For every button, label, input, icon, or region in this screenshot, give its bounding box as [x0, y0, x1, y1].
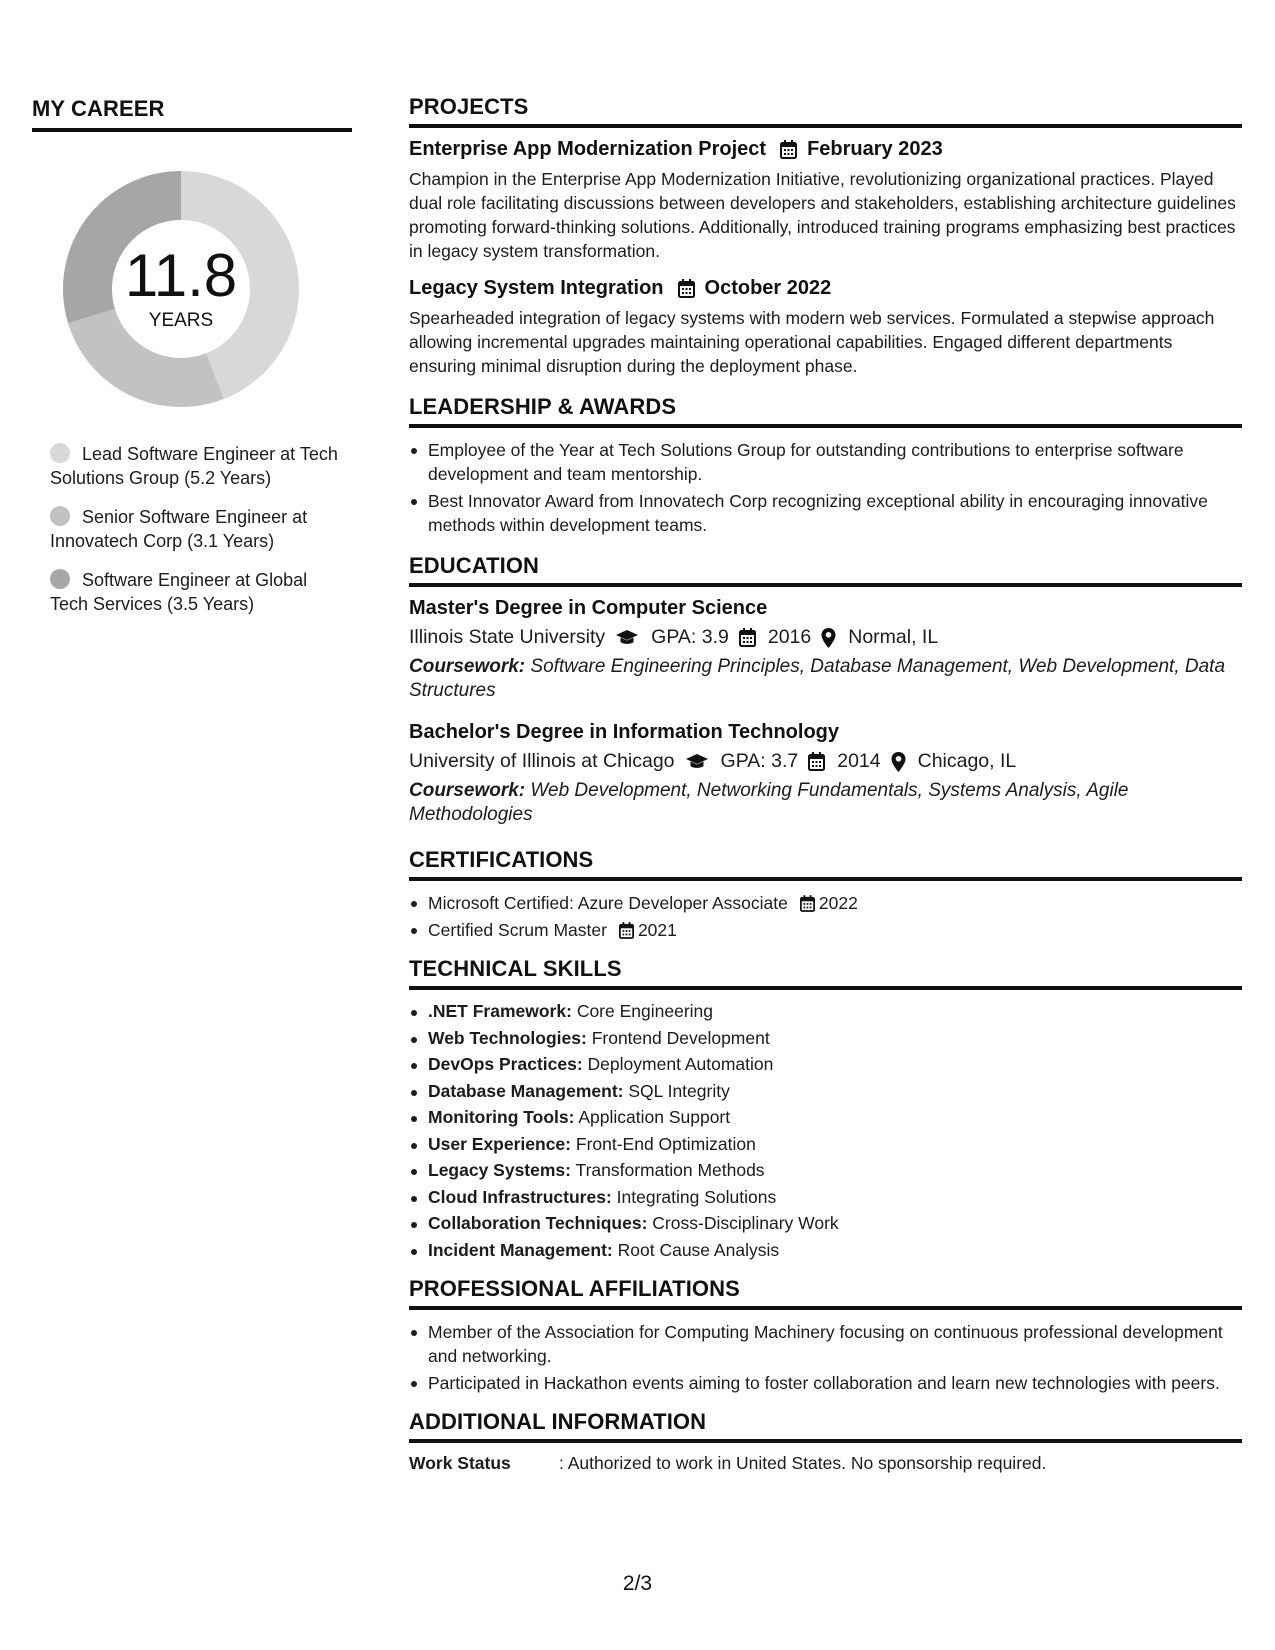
coursework-text: Software Engineering Principles, Database Management, Web Development, Data Structures	[409, 656, 1226, 701]
education-school: University of Illinois at Chicago	[409, 750, 675, 772]
leadership-list	[409, 438, 1242, 537]
calendar-icon	[808, 752, 825, 771]
additional-info-heading: ADDITIONAL INFORMATION	[409, 1409, 1242, 1443]
education-degree: Master's Degree in Computer Science	[409, 597, 768, 619]
skills-list	[409, 1000, 1242, 1262]
list-item: Participated in Hackathon events aiming to foster collaboration and learn new technologies with peers.	[409, 1371, 1242, 1395]
coursework-text: Web Development, Networking Fundamentals, Systems Analysis, Agile Methodologies	[409, 780, 1129, 825]
skill-name: User Experience:	[428, 1133, 571, 1154]
education-year: 2014	[837, 750, 881, 772]
career-sidebar	[32, 96, 352, 631]
legend-item	[50, 442, 340, 490]
skill-desc: Root Cause Analysis	[617, 1239, 780, 1260]
legend-dot	[50, 506, 70, 526]
career-legend	[50, 442, 340, 616]
calendar-icon	[739, 628, 756, 647]
skill-desc: Front-End Optimization	[575, 1133, 756, 1154]
list-item	[409, 1053, 1242, 1077]
list-item	[409, 1027, 1242, 1051]
education-degree: Bachelor's Degree in Information Technology	[409, 721, 840, 743]
education-coursework	[409, 779, 1242, 827]
legend-dot	[50, 569, 70, 589]
legend-item	[50, 505, 340, 553]
graduation-cap-icon	[685, 753, 709, 770]
project-date	[678, 277, 832, 300]
skill-name: Web Technologies:	[428, 1027, 587, 1048]
project-date-text: October 2022	[704, 277, 832, 299]
project-name: Legacy System Integration	[409, 277, 664, 299]
list-item	[409, 918, 1242, 942]
location-pin-icon	[891, 752, 906, 772]
legend-item	[50, 568, 340, 616]
page-number: 2/3	[622, 1572, 653, 1595]
legend-text: Lead Software Engineer at Tech Solutions Group (5.2 Years)	[50, 444, 338, 488]
education-school: Illinois State University	[409, 626, 606, 648]
skill-desc: Cross-Disciplinary Work	[652, 1213, 839, 1233]
project-title	[409, 277, 1242, 300]
skill-name: Monitoring Tools:	[428, 1107, 575, 1127]
education-location: Normal, IL	[848, 626, 939, 648]
donut-center	[56, 164, 306, 414]
career-heading: MY CAREER	[32, 96, 352, 132]
skill-name: Cloud Infrastructures:	[428, 1186, 612, 1207]
skill-name: .NET Framework:	[428, 1001, 572, 1021]
list-item	[409, 1186, 1242, 1210]
legend-dot	[50, 443, 70, 463]
list-item	[409, 1106, 1242, 1130]
work-status-label: Work Status	[409, 1453, 511, 1473]
list-item	[409, 1212, 1242, 1236]
cert-row	[428, 891, 1242, 915]
location-pin-icon	[821, 628, 836, 648]
education-location: Chicago, IL	[917, 750, 1017, 772]
certifications-list	[409, 891, 1242, 942]
skill-name: Incident Management:	[428, 1239, 613, 1260]
affiliations-list	[409, 1320, 1242, 1395]
education-meta	[409, 626, 1242, 649]
list-item	[409, 891, 1242, 915]
skill-name: Collaboration Techniques:	[428, 1213, 648, 1233]
cert-name: Certified Scrum Master	[428, 920, 607, 940]
certifications-heading: CERTIFICATIONS	[409, 847, 1242, 881]
skill-desc: Transformation Methods	[575, 1160, 765, 1180]
project-date	[780, 138, 943, 161]
calendar-icon	[678, 279, 695, 298]
legend-text: Software Engineer at Global Tech Services (3.5 Years)	[50, 570, 308, 614]
list-item	[409, 1000, 1242, 1024]
project-description: Champion in the Enterprise App Modernization Initiative, revolutionizing organizational practices. Played dual role facilitating discussions between developers and stakeholders, establishing architecture guidelines promoting forward-thinking solutions. Additionally, introduced training programs emphasizing best practices in legacy system transformation.	[409, 169, 1236, 261]
work-status-row	[409, 1453, 1242, 1474]
education-heading: EDUCATION	[409, 553, 1242, 587]
cert-name: Microsoft Certified: Azure Developer Associate	[428, 893, 788, 913]
project-name: Enterprise App Modernization Project	[409, 138, 767, 160]
education-meta	[409, 750, 1242, 773]
skill-name: DevOps Practices:	[428, 1054, 583, 1074]
list-item: Member of the Association for Computing Machinery focusing on continuous professional development and networking.	[409, 1320, 1242, 1368]
work-status-value: : Authorized to work in United States. No sponsorship required.	[559, 1453, 1047, 1473]
legend-text: Senior Software Engineer at Innovatech Corp (3.1 Years)	[50, 507, 308, 551]
list-item	[409, 1239, 1242, 1263]
project-date-text: February 2023	[807, 138, 943, 160]
leadership-heading: LEADERSHIP & AWARDS	[409, 394, 1242, 428]
education-year: 2016	[767, 626, 812, 648]
coursework-label: Coursework:	[409, 656, 526, 677]
list-item	[409, 1133, 1242, 1157]
career-years-unit: YEARS	[148, 310, 214, 331]
skills-heading: TECHNICAL SKILLS	[409, 956, 1242, 990]
skill-name: Database Management:	[428, 1080, 624, 1101]
calendar-icon	[619, 922, 634, 939]
skill-desc: Application Support	[578, 1107, 731, 1127]
skill-desc: SQL Integrity	[628, 1080, 730, 1101]
calendar-icon	[800, 895, 815, 912]
skill-desc: Frontend Development	[591, 1027, 770, 1048]
list-item: Employee of the Year at Tech Solutions Group for outstanding contributions to enterprise software development and team mentorship.	[409, 438, 1242, 486]
education-gpa: GPA: 3.9	[651, 626, 729, 648]
project-title	[409, 138, 1242, 161]
main-content	[409, 94, 1242, 1474]
skill-desc: Integrating Solutions	[616, 1186, 777, 1207]
projects-heading: PROJECTS	[409, 94, 1242, 128]
affiliations-heading: PROFESSIONAL AFFILIATIONS	[409, 1276, 1242, 1310]
list-item	[409, 1080, 1242, 1104]
skill-name: Legacy Systems:	[428, 1160, 571, 1180]
career-total-years: 11.8	[124, 242, 238, 309]
coursework-label: Coursework:	[409, 780, 526, 801]
cert-year: 2022	[818, 893, 858, 913]
education-gpa: GPA: 3.7	[720, 750, 799, 772]
skill-desc: Core Engineering	[576, 1001, 714, 1021]
graduation-cap-icon	[615, 629, 639, 646]
education-coursework	[409, 655, 1242, 703]
calendar-icon	[780, 140, 797, 159]
project-description: Spearheaded integration of legacy systems with modern web services. Formulated a stepwise approach allowing incremental upgrades maintaining operational capabilities. Engaged different departments ensuring minimal disruption during the deployment phase.	[409, 308, 1215, 376]
skill-desc: Deployment Automation	[587, 1054, 774, 1074]
list-item	[409, 1159, 1242, 1183]
cert-row	[428, 918, 1242, 942]
cert-year: 2021	[637, 920, 677, 940]
career-donut-chart	[56, 164, 306, 414]
list-item: Best Innovator Award from Innovatech Corp recognizing exceptional ability in encouraging innovative methods within development teams.	[409, 489, 1242, 537]
